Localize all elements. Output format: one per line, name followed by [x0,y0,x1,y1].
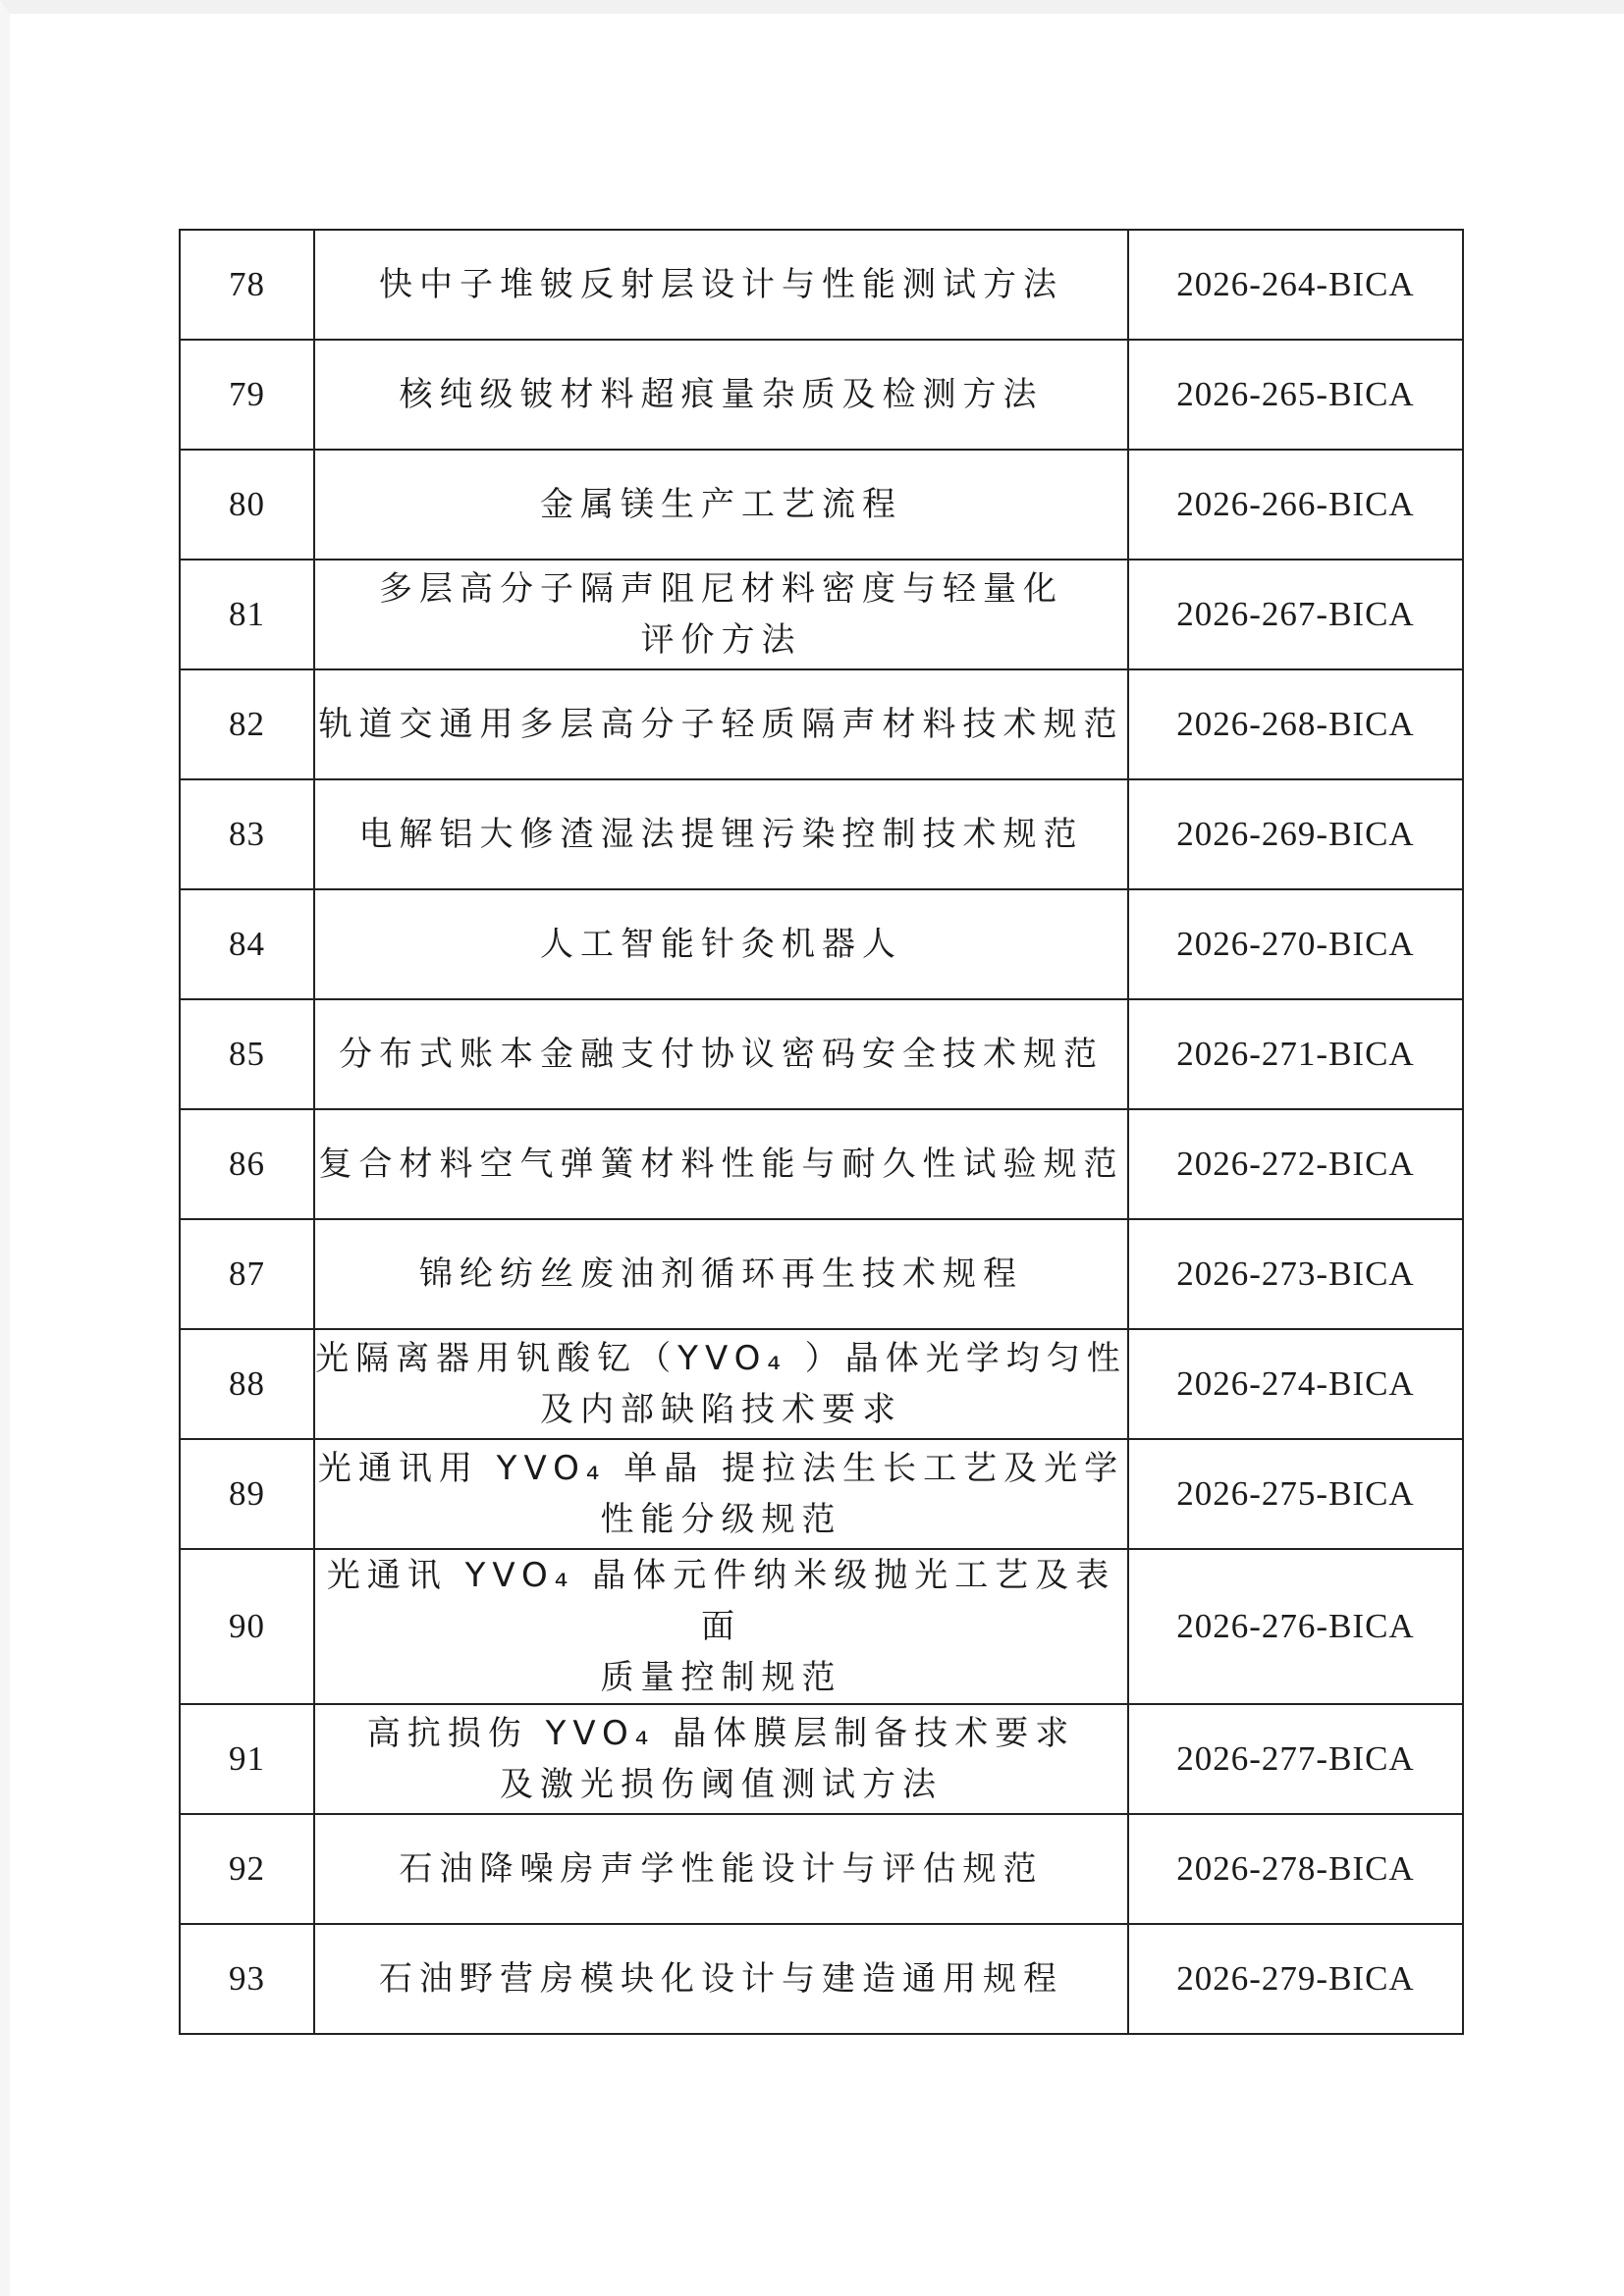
standard-name-line: 金属镁生产工艺流程 [540,485,902,524]
standard-name-line: 光隔离器用钒酸钇（YVO₄ ）晶体光学均匀性 [315,1339,1127,1378]
standard-name-cell [314,1814,1128,1924]
standard-name-line: 质量控制规范 [600,1658,842,1697]
row-number-cell: 82 [180,669,314,779]
row-number-cell: 85 [180,999,314,1109]
standard-name-line: 人工智能针灸机器人 [540,925,902,964]
row-number-cell: 88 [180,1329,314,1439]
row-number-cell: 92 [180,1814,314,1924]
standard-name-cell [314,560,1128,669]
standard-name-cell [314,999,1128,1109]
project-code-cell: 2026-264-BICA [1128,230,1463,340]
standard-name-line: 及激光损伤阈值测试方法 [500,1765,943,1804]
table-row [180,669,1463,779]
row-number-cell: 93 [180,1924,314,2034]
standard-name-cell [314,669,1128,779]
project-code-cell: 2026-274-BICA [1128,1329,1463,1439]
standard-name-line: 多层高分子隔声阻尼材料密度与轻量化 [379,569,1063,609]
row-number-cell: 90 [180,1549,314,1704]
standard-name-line: 分布式账本金融支付协议密码安全技术规范 [339,1035,1104,1074]
standard-name-line: 石油野营房模块化设计与建造通用规程 [379,1959,1063,1999]
standard-name-cell [314,889,1128,999]
standard-name-cell [314,450,1128,560]
standard-name-line: 石油降噪房声学性能设计与评估规范 [399,1849,1044,1889]
standard-name-line: 复合材料空气弹簧材料性能与耐久性试验规范 [318,1145,1124,1184]
standard-name-cell [314,1549,1128,1704]
row-number-cell: 87 [180,1219,314,1329]
table-row [180,779,1463,889]
table-row [180,1814,1463,1924]
row-number-cell: 83 [180,779,314,889]
project-code-cell: 2026-269-BICA [1128,779,1463,889]
project-code-cell: 2026-278-BICA [1128,1814,1463,1924]
table-row [180,1924,1463,2034]
standard-name-line: 性能分级规范 [600,1500,842,1539]
standard-name-cell [314,1329,1128,1439]
row-number-cell: 84 [180,889,314,999]
standard-name-line: 锦纶纺丝废油剂循环再生技术规程 [419,1255,1023,1294]
project-code-cell: 2026-267-BICA [1128,560,1463,669]
project-code-cell: 2026-276-BICA [1128,1549,1463,1704]
standard-name-cell [314,1439,1128,1549]
table-row [180,1219,1463,1329]
project-code-cell: 2026-275-BICA [1128,1439,1463,1549]
standard-name-line: 高抗损伤 YVO₄ 晶体膜层制备技术要求 [366,1714,1076,1753]
project-code-cell: 2026-279-BICA [1128,1924,1463,2034]
project-code-cell: 2026-266-BICA [1128,450,1463,560]
table-row [180,1329,1463,1439]
table-row [180,560,1463,669]
standard-name-line: 轨道交通用多层高分子轻质隔声材料技术规范 [318,705,1124,744]
table-row [180,1549,1463,1704]
standard-name-cell [314,1109,1128,1219]
row-number-cell: 86 [180,1109,314,1219]
project-code-cell: 2026-265-BICA [1128,340,1463,450]
project-code-cell: 2026-273-BICA [1128,1219,1463,1329]
standard-name-line: 电解铝大修渣湿法提锂污染控制技术规范 [358,815,1084,854]
standard-name-cell [314,1219,1128,1329]
standard-name-cell [314,779,1128,889]
standard-name-line: 光通讯用 YVO₄ 单晶 提拉法生长工艺及光学 [317,1449,1125,1488]
standard-name-cell [314,230,1128,340]
project-code-cell: 2026-272-BICA [1128,1109,1463,1219]
row-number-cell: 81 [180,560,314,669]
table-row [180,230,1463,340]
project-code-cell: 2026-277-BICA [1128,1704,1463,1814]
standard-name-line: 及内部缺陷技术要求 [540,1390,902,1429]
standard-name-line: 评价方法 [640,620,802,660]
standard-name-cell [314,1924,1128,2034]
table-row [180,1439,1463,1549]
table-row [180,1109,1463,1219]
project-code-cell: 2026-268-BICA [1128,669,1463,779]
row-number-cell: 91 [180,1704,314,1814]
table-row [180,1704,1463,1814]
standard-name-line: 核纯级铍材料超痕量杂质及检测方法 [399,375,1044,414]
table-row [180,340,1463,450]
project-code-cell: 2026-271-BICA [1128,999,1463,1109]
standard-name-line: 快中子堆铍反射层设计与性能测试方法 [379,265,1063,304]
row-number-cell: 78 [180,230,314,340]
standards-table-body [180,230,1463,2034]
standard-name-cell [314,340,1128,450]
row-number-cell: 89 [180,1439,314,1549]
project-code-cell: 2026-270-BICA [1128,889,1463,999]
standards-table [179,229,1464,2035]
standard-name-line: 光通讯 YVO₄ 晶体元件纳米级抛光工艺及表面 [326,1556,1116,1646]
standard-name-cell [314,1704,1128,1814]
table-row [180,450,1463,560]
table-row [180,889,1463,999]
row-number-cell: 79 [180,340,314,450]
table-row [180,999,1463,1109]
row-number-cell: 80 [180,450,314,560]
